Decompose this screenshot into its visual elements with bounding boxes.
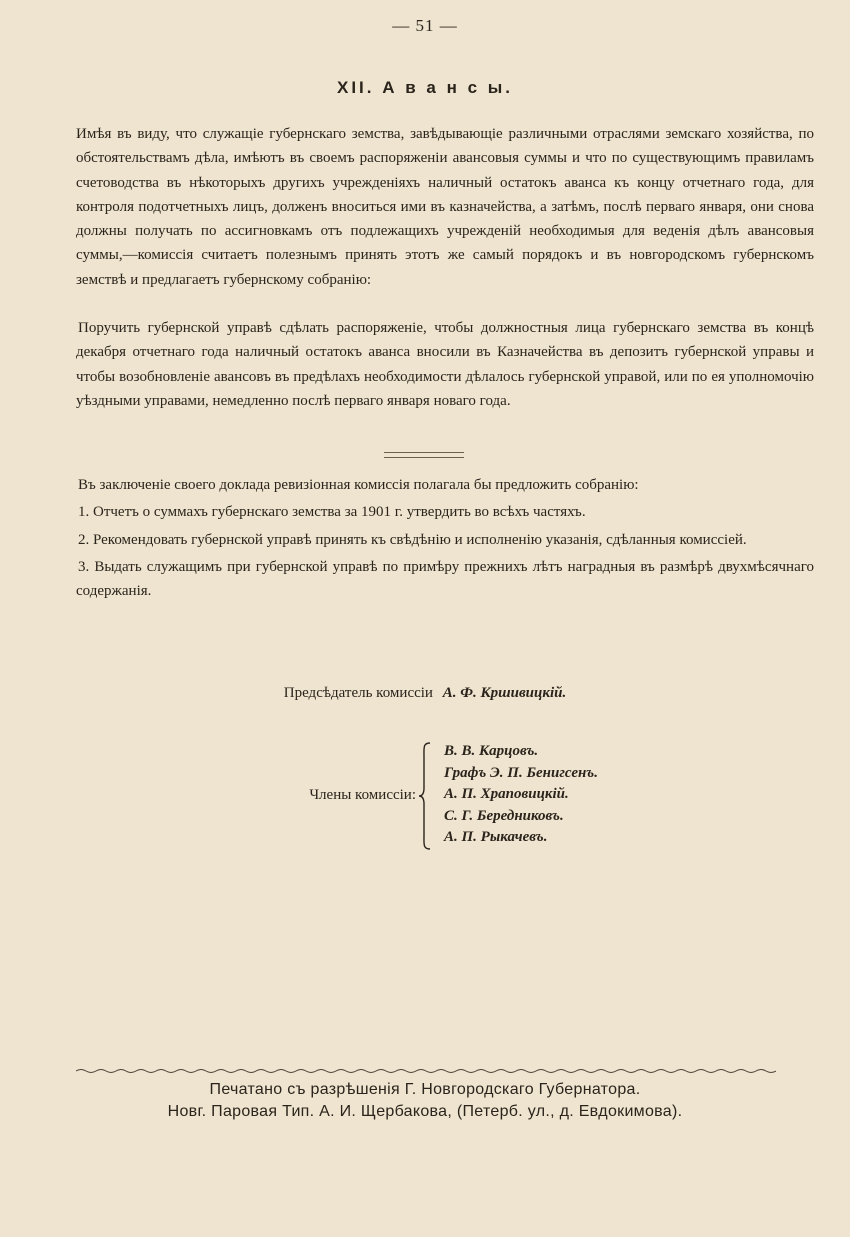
member-name: С. Г. Бередниковъ.	[444, 807, 564, 824]
member-name: А. П. Рыкачевъ.	[444, 829, 548, 845]
members-list	[444, 741, 704, 849]
member-name: А. П. Храповицкій.	[444, 786, 569, 802]
chairman-label: Предсѣдатель комиссіи	[283, 685, 433, 701]
paragraph-text: Имѣя въ виду, что служащіе губернскаго земства, завѣдывающіе различными отраслями земскаго хозяйства, по обстоятельствамъ дѣла, имѣютъ въ своемъ распоряженіи авансовыя суммы и что по существующимъ правиламъ счетоводства въ нѣкоторыхъ другихъ учрежденіяхъ наличный остатокъ аванса къ концу отчетнаго года, для контроля подотчетныхъ лицъ, долженъ вноситься ими въ казначейства, а затѣмъ, послѣ перваго января, они снова должны получать по ассигновкамъ отъ подлежащихъ учрежденій необходимыя для веденія дѣлъ авансовыя суммы,—комиссія считаетъ полезнымъ принять этотъ же самый порядокъ и въ новгородскомъ губернскомъ земствѣ и предлагаетъ губернскому собранію:	[76, 126, 814, 288]
conclusion-item-2: 2. Рекомендовать губернской управѣ принять къ свѣдѣнію и исполненію указанія, сдѣланныя комиссіей.	[78, 531, 747, 548]
conclusion-item-1: 1. Отчетъ о суммахъ губернскаго земства за 1901 г. утвердить во всѣхъ частяхъ.	[78, 504, 586, 521]
conclusion-block	[76, 473, 814, 606]
member-name: Графъ Э. П. Бенигсенъ.	[444, 764, 598, 781]
section-divider	[384, 452, 464, 458]
paragraph-text: Поручить губернской управѣ сдѣлать распоряженіе, чтобы должностныя лица губернскаго земства въ концѣ декабря отчетнаго года наличный остатокъ аванса вносили въ Казначейства въ депозитъ губернской управы и чтобы возобновленіе авансовъ въ предѣлахъ необходимости дѣлалось губернской управой, или по ея уполномочію уѣздными управами, немедленно послѣ перваго января новаго года.	[76, 320, 814, 409]
imprint-line-2: Новг. Паровая Тип. А. И. Щербакова, (Петерб. ул., д. Евдокимова).	[167, 1103, 683, 1120]
curly-brace-icon	[418, 742, 432, 850]
chairman-signature	[0, 685, 850, 702]
chairman-name: А. Ф. Кршивицкій.	[442, 685, 567, 701]
member-name: В. В. Карцовъ.	[444, 743, 539, 759]
paragraph-resolution	[76, 316, 814, 413]
paragraph-intro	[76, 122, 814, 292]
members-label: Члены комиссіи:	[309, 787, 416, 803]
section-title: XII. А в а н с ы.	[337, 78, 513, 97]
footer-ornamental-rule	[76, 1068, 776, 1074]
conclusion-intro: Въ заключеніе своего доклада ревизіонная комиссія полагала бы предложить собранію:	[78, 477, 639, 493]
printer-imprint	[0, 1079, 850, 1123]
page-number: — 51 —	[392, 16, 458, 35]
conclusion-item-3: 3. Выдать служащимъ при губернской управѣ по примѣру прежнихъ лѣтъ наградныя въ размѣрѣ двухмѣсячнаго содержанія.	[76, 558, 814, 600]
imprint-line-1: Печатано съ разрѣшенія Г. Новгородскаго Губернатора.	[209, 1081, 641, 1098]
